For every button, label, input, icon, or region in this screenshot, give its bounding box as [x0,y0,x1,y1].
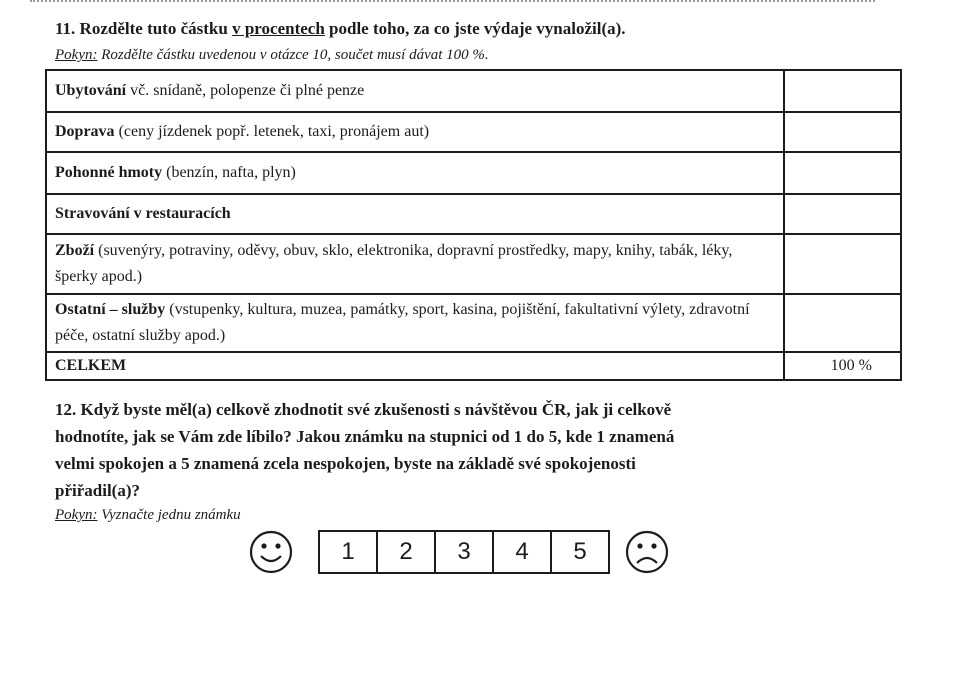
question-11-title-underlined: v procentech [232,19,325,38]
expense-category: Ostatní – služby (vstupenky, kultura, muzea, památky, sport, kasina, pojištění, fakultativní výlety, zdravotní péče, ostatní služby apod.) [46,294,784,352]
hint-label: Pokyn: [55,507,98,523]
total-label: CELKEM [46,352,784,380]
question-11-hint [55,47,489,64]
expense-category: Zboží (suvenýry, potraviny, oděvy, obuv, sklo, elektronika, dopravní prostředky, mapy, knihy, tabák, léky, šperky apod.) [46,234,784,294]
question-11-title [55,19,626,39]
percent-cell[interactable] [784,152,901,194]
expense-category: Stravování v restauracích [46,194,784,234]
percent-cell[interactable] [784,234,901,294]
rating-option-3[interactable]: 3 [436,532,494,572]
hint-text: Vyznačte jednu známku [97,507,241,523]
table-row [46,70,901,112]
question-12-text [55,396,855,504]
hint-text: Rozdělte částku uvedenou v otázce 10, součet musí dávat 100 %. [97,47,489,63]
question-11-title-part2: podle toho, za co jste výdaje vynaložil(a). [324,19,626,38]
hint-label: Pokyn: [55,47,98,63]
question-12-line: 12. Když byste měl(a) celkově zhodnotit své zkušenosti s návštěvou ČR, jak ji celkově [55,400,672,419]
total-percent: 100 % [784,352,901,380]
table-row [46,194,901,234]
table-row [46,294,901,352]
percent-cell[interactable] [784,70,901,112]
table-row [46,112,901,152]
smiley-happy-icon [248,529,294,575]
percent-cell[interactable] [784,194,901,234]
expense-category: Doprava (ceny jízdenek popř. letenek, taxi, pronájem aut) [46,112,784,152]
rating-option-1[interactable]: 1 [320,532,378,572]
table-row-total [46,352,901,380]
question-12-line: hodnotíte, jak se Vám zde líbilo? Jakou známku na stupnici od 1 do 5, kde 1 znamená [55,427,675,446]
top-dotted-rule [30,0,875,2]
question-12-line: velmi spokojen a 5 znamená zcela nespokojen, byste na základě své spokojenosti [55,454,636,473]
percent-cell[interactable] [784,112,901,152]
question-12-hint [55,507,241,524]
table-row [46,234,901,294]
table-row [46,152,901,194]
question-12-line: přiřadil(a)? [55,481,140,500]
rating-option-2[interactable]: 2 [378,532,436,572]
expense-allocation-table [45,69,902,381]
rating-option-5[interactable]: 5 [573,538,587,565]
expense-category: Pohonné hmoty (benzín, nafta, plyn) [46,152,784,194]
expense-category: Ubytování vč. snídaně, polopenze či plné penze [46,70,784,112]
smiley-sad-icon [624,529,670,575]
rating-option-4[interactable]: 4 [494,532,552,572]
rating-scale [318,530,610,574]
percent-cell[interactable] [784,294,901,352]
question-11-title-part1: 11. Rozdělte tuto částku [55,19,233,38]
